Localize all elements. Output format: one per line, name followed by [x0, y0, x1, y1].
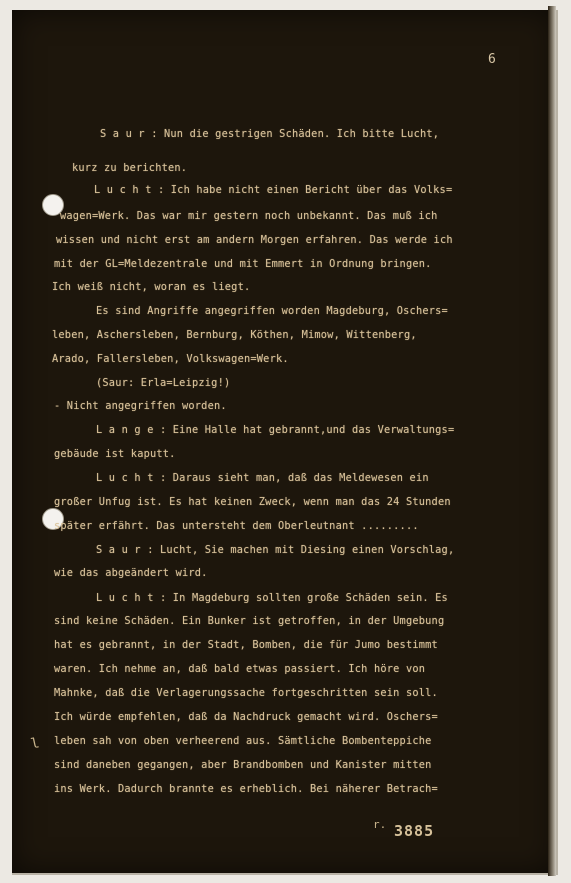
- text-line: später erfährt. Das untersteht dem Oberleutnant .........: [54, 520, 419, 532]
- text-line: L u c h t : Ich habe nicht einen Bericht über das Volks=: [62, 184, 453, 196]
- text-line: Mahnke, daß die Verlagerungssache fortgeschritten sein soll.: [54, 687, 438, 699]
- text-line: S a u r : Lucht, Sie machen mit Diesing einen Vorschlag,: [64, 544, 455, 556]
- text-line: hat es gebrannt, in der Stadt, Bomben, die für Jumo bestimmt: [54, 639, 438, 651]
- text-line: großer Unfug ist. Es hat keinen Zweck, wenn man das 24 Stunden: [54, 496, 451, 508]
- text-line: leben sah von oben verheerend aus. Sämtliche Bombenteppiche: [54, 735, 432, 747]
- text-line: L u c h t : Daraus sieht man, daß das Meldewesen ein: [64, 472, 429, 484]
- text-line: Ich weiß nicht, woran es liegt.: [52, 281, 251, 293]
- text-line: L a n g e : Eine Halle hat gebrannt,und das Verwaltungs=: [64, 424, 455, 436]
- text-line: mit der GL=Meldezentrale und mit Emmert in Ordnung bringen.: [54, 258, 432, 270]
- text-line: ins Werk. Dadurch brannte es erheblich. Bei näherer Betrach=: [54, 783, 438, 795]
- margin-mark: l: [29, 735, 42, 753]
- page-number: 6: [488, 52, 496, 67]
- text-line: wie das abgeändert wird.: [54, 567, 208, 579]
- sheet-edge: [548, 6, 556, 876]
- text-line: L u c h t : In Magdeburg sollten große Schäden sein. Es: [64, 592, 448, 604]
- text-line: - Nicht angegriffen worden.: [54, 400, 227, 412]
- text-line: (Saur: Erla=Leipzig!): [64, 377, 231, 389]
- text-line: sind daneben gegangen, aber Brandbomben und Kanister mitten: [54, 759, 432, 771]
- text-line: Arado, Fallersleben, Volkswagen=Werk.: [52, 353, 289, 365]
- text-line: sind keine Schäden. Ein Bunker ist getroffen, in der Umgebung: [54, 615, 445, 627]
- text-line: gebäude ist kaputt.: [54, 448, 176, 460]
- text-line: kurz zu berichten.: [72, 162, 188, 174]
- text-line: S a u r : Nun die gestrigen Schäden. Ich bitte Lucht,: [100, 128, 440, 140]
- archive-stamp-number: 3885: [394, 822, 435, 840]
- text-line: waren. Ich nehme an, daß bald etwas passiert. Ich höre von: [54, 663, 426, 675]
- text-line: wissen und nicht erst am andern Morgen erfahren. Das werde ich: [56, 234, 453, 246]
- text-line: leben, Aschersleben, Bernburg, Köthen, Mimow, Wittenberg,: [52, 329, 417, 341]
- text-line: Es sind Angriffe angegriffen worden Magdeburg, Oschers=: [64, 305, 448, 317]
- stamp-prefix: r.: [373, 818, 387, 831]
- text-line: Ich würde empfehlen, daß da Nachdruck gemacht wird. Oschers=: [54, 711, 438, 723]
- text-line: wagen=Werk. Das war mir gestern noch unbekannt. Das muß ich: [60, 210, 438, 222]
